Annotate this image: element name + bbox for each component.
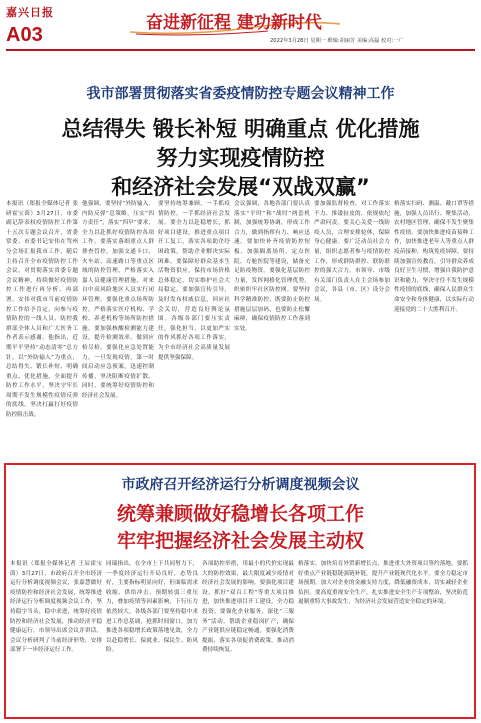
article1-column-4: 会议强调，各地各部门要认真落实“平时”和“战时”两套机制，加强统筹协调，形成工作合力，做到指挥有力、响应迅速。要加快补齐疫情防控短板，加强隔离场所、定点医院、方舱医院等建设，储备充足防疫物资。要强化基层防控力量，发挥网格化管理优势，织密织牢社区防控网。要坚持科学精准防控，既要防止防控措施层层加码，也要防止松懈麻痹，确保疫情防控工作落到实处。 (234, 201, 310, 332)
article2-column-1: 本报讯（郑报全媒体记者 王辰霍宝茵）3月27日，市政府召开全市经济运行分析调度视频会议，张嘉慧做好疫情防控和经济社会发展，统筹推进经济运行分析调度视频会议工作，坚持稳字当头、稳中求进，统筹好疫情防控和经济社会发展，推动经济平稳健康运行。市领导出席会议并讲话。会议分析研判了当前经济形势，安排部署下一步经济运行工作。 (10, 561, 102, 654)
article2-column-3: 各项助控举措，用最小的代价实现最大的防控效果，最大限度减少疫情对经济社会发展的影响。要强化项目建设，抓好“双百工程”等重大项目推进，加快推进项目开工建设，全力稳投资。要强化企业服务，深化“三服务”活动，帮助企业稳岗扩产，确保产业链供应链稳定畅通。要强化消费提振，落实各项促消费政策，推动消费持续恢复。 (202, 561, 294, 654)
article1-subtitle: 我市部署贯彻落实省委疫情防控专题会议精神工作 (86, 86, 395, 102)
masthead (0, 0, 481, 52)
article2-column-4: 格落实、加快培育外贸新增长点，推进重大外资项目签约落地。要抓好重点产业链稳链强链补链，提升产业链现代化水平。要全力稳定市场预期，加大对企业的金融支持力度，降低融资成本，切实减轻企业负担。要高度重视安全生产，扎实推进安全生产专项整治，坚决防范遏制重特大事故发生，为经济社会发展营造安全稳定的环境。 (298, 561, 468, 606)
slogan-text: 奋进新征程 建功新时代 (146, 13, 322, 33)
header-rule (6, 49, 475, 51)
article1-column-1: 本报讯（郑报全媒体记者 张研霍宝茵）3月27日，市委副记辞表权疫情防控工作第十五次专题会议召开，省委常委、市委书记安伟在驾州分会场汇报我市工作，随后主持召开全市疫情防控工作会议，对贯彻落实省委专题会议精神，持续做好疫情防控工作进行再分析、再部署。安伟对我市当前疫情防控工作给予肯定，向参与疫情防控的一线人员、防控我群部全体人员和广大医务工作者表示感谢。他指出，近期平平坚持“动态清零”总方针，以“外防输入”为重点，总结得失、锻长补短、明确重点、优化措施，全面提升防控工作水平，坚决守牢长周期不发生规模性疫情反弹的底线，坚决打赢打好疫情防控阻击战。 (6, 201, 78, 419)
article1-column-3: 要坚持统筹兼顾，一手抓疫情防控，一手抓经济社会发展。要全力以赴稳增长，抓好项目建设，推进重点项目开工复工，落实各项助企纾困政策，帮助企业解决实际困难。要保障好群众基本生活物资供应，保持市场价格总体稳定，切实维护社会大局稳定。要加强宣传引导，及时发布权威信息，回应社会关切，营造良好舆论氛围。各级各部门要压实责任，强化担当，以更加严实的作风抓好各项工作落实，为全市经济社会高质量发展提供坚强保障。 (158, 201, 230, 361)
dateline: 2022年3月28日 星期一 维辑:胡丽芳 美编:高磊 校对:一广 (270, 38, 404, 44)
newspaper-brand: 嘉兴日报 (6, 6, 54, 19)
article2-headline-line2: 牢牢把握经济社会发展主动权 (116, 530, 364, 552)
article2-column-2: 同瑞指出，在全市上下共同努力下，一季度经济运行开局良好，态势良好，主要指标明显向好，但面临需求收缩、供给冲击、预期转弱三重压力，叠加疫情等因素影响，下行压力依然较大。各级各部门要坚持稳中求进工作总基调，抢抓时间窗口，加力推进各项稳增长政策落地见效，全力以赴稳增长、保就业、保民生、防风险。 (106, 561, 198, 654)
article1-column-2: 他强调，要坚持“外防输入、内防反弹”总策略，压实“四方责任”，落实“四早”要求，全力以赴抓好疫情防控各项工作。要落实落细重点人群排查管控，加强交通卡口、火车站、高速路口等重点区域的防控管理，严格落实入嘉人员健康管理措施，对来自中高风险地区人员实行闭环管理。要强化重点场所防控，严格落实医疗机构、学校、养老机构等场所防控措施。要加强核酸检测能力建设，提升检测效率，做到应检尽检。要强化应急处置能力，一旦发现疫情，第一时间启动应急预案，迅速控制传播，坚决阻断疫情扩散。同时，要统筹好疫情防控和经济社会发展。 (82, 201, 154, 399)
article1-column-6: 格落实扫码、测温、戴口罩等措施，加强人员出行、聚集活动、农村地区管理，确保不发生聚集性疫情。要加快推进疫苗接种工作，加快推进老年人等重点人群疫苗接种，构筑免疫屏障。要持续加强宣传教育，引导群众养成良好卫生习惯，增强自我防护意识和能力，坚决守住不发生规模性疫情的底线，确保人民群众生命安全和身体健康，以实际行动迎接党的二十大胜利召开。 (394, 201, 474, 313)
page-number: A03 (6, 24, 43, 46)
article2-headline-line1: 统筹兼顾做好稳增长各项工作 (116, 503, 364, 525)
slogan-banner (128, 6, 343, 36)
article1-headline-line2: 努力实现疫情防控 (156, 146, 325, 170)
article1-headline-line1: 总结得失 锻长补短 明确重点 优化措施 (61, 117, 420, 141)
article2-subtitle: 市政府召开经济运行分析调度视频会议 (121, 477, 360, 493)
article1-headline-line3: 和经济社会发展“双战双赢” (111, 175, 370, 199)
article1-column-5: 要加强监督检查，对工作落实不力、推诿扯皮的，依规依纪严肃问责。要关心关爱一线防疫人员，合理安排轮休，保障身心健康。要广泛动员社会力量，组织志愿者参与疫情防控工作，形成群防群控、联防联控的强大合力。市领导、市级有关部门负责人在主会场参加会议，各县（市、区）设分会场。 (314, 201, 390, 303)
